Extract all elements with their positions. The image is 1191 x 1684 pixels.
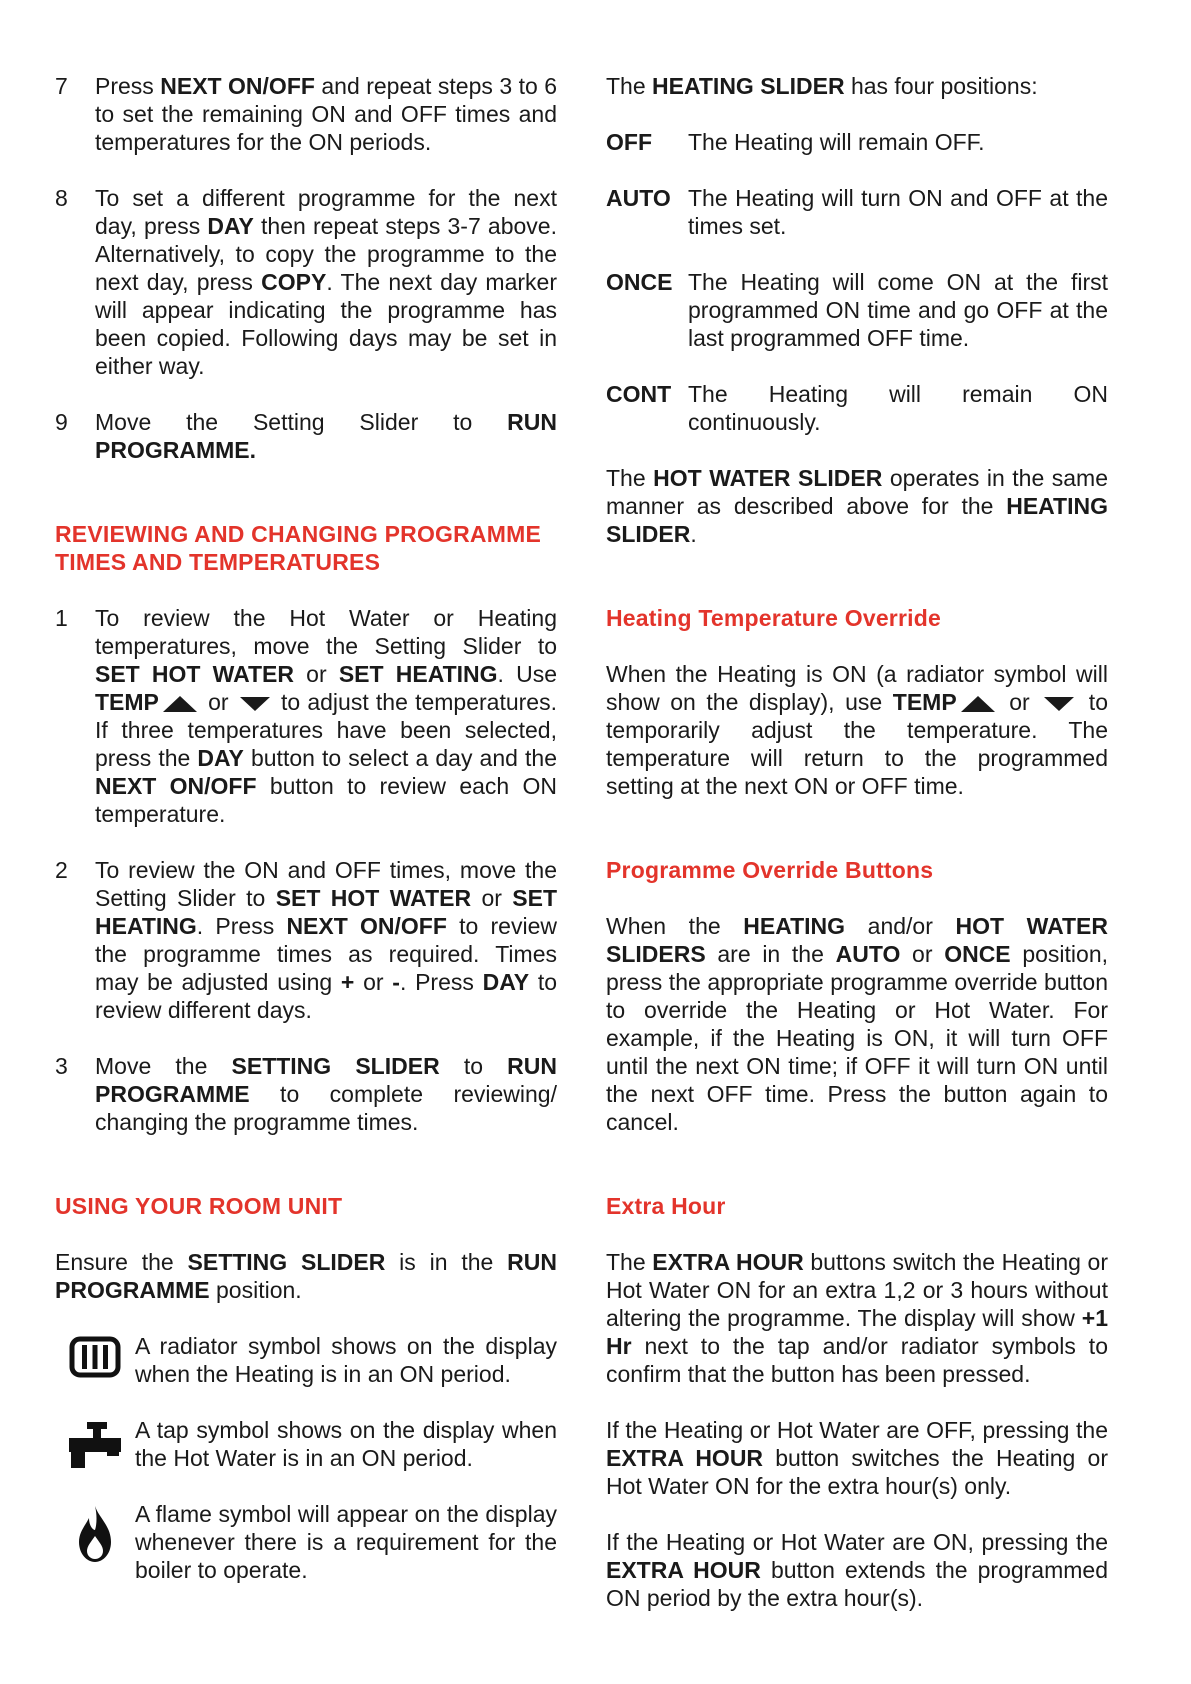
bold-term: DAY bbox=[197, 745, 244, 771]
step-number: 8 bbox=[55, 185, 68, 211]
text-run: . bbox=[690, 521, 697, 547]
text-run: to review different days. bbox=[95, 969, 557, 1023]
section-heading-review: REVIEWING AND CHANGING PROGRAMME TIMES AND TEMPERATURES bbox=[55, 521, 541, 575]
step-number: 1 bbox=[55, 605, 68, 631]
arrow-down-icon bbox=[240, 697, 270, 711]
bold-term: RUN PROGRAMME. bbox=[95, 409, 557, 463]
bold-term: SET HOT WATER bbox=[275, 885, 472, 911]
text-run: then repeat steps 3-7 above. Alternatively, to copy the programme to the next day, press bbox=[95, 213, 557, 295]
step-number: 9 bbox=[55, 409, 68, 435]
text-run: Move the Setting Slider to bbox=[95, 409, 508, 435]
text-run: to bbox=[439, 1053, 508, 1079]
text-run: to adjust the temperatures. If three temperatures have been selected, press the bbox=[95, 689, 557, 771]
position-row bbox=[606, 268, 1108, 352]
text-run: is in the bbox=[385, 1249, 508, 1275]
heating-slider-intro bbox=[606, 72, 1108, 100]
bold-term: HOT WATER SLIDER bbox=[653, 465, 883, 491]
text-run: Move the bbox=[95, 1053, 232, 1079]
text-run: button to select a day and the bbox=[243, 745, 557, 771]
bold-term: RUN PROGRAMME bbox=[55, 1249, 557, 1303]
position-description: The Heating will remain ON continuously. bbox=[688, 381, 1108, 435]
bold-term: EXTRA HOUR bbox=[652, 1249, 804, 1275]
tap-description: A tap symbol shows on the display when the Hot Water is in an ON period. bbox=[135, 1417, 557, 1471]
bold-term: EXTRA HOUR bbox=[606, 1445, 764, 1471]
position-row bbox=[606, 380, 1108, 436]
extra-hour-paragraph bbox=[606, 1416, 1108, 1500]
arrow-up-icon bbox=[961, 696, 995, 712]
bold-term: - bbox=[392, 969, 400, 995]
tap-icon bbox=[55, 1416, 135, 1470]
symbol-list bbox=[55, 1332, 557, 1584]
right-column bbox=[606, 72, 1108, 1640]
text-run: next to the tap and/or radiator symbols to confirm that the button has been pressed. bbox=[606, 1333, 1108, 1387]
text-run: . Press bbox=[196, 913, 287, 939]
text-run: button to review each ON temperature. bbox=[95, 773, 557, 827]
bold-term: HEATING bbox=[743, 913, 846, 939]
bold-term: SET HOT WATER bbox=[95, 661, 294, 687]
bold-term: NEXT ON/OFF bbox=[286, 913, 447, 939]
step-item bbox=[55, 1052, 557, 1136]
steps-top bbox=[55, 72, 557, 464]
bold-term: TEMP bbox=[892, 689, 957, 715]
step-number: 7 bbox=[55, 73, 68, 99]
position-description: The Heating will turn ON and OFF at the times set. bbox=[688, 185, 1108, 239]
position-description: The Heating will come ON at the first programmed ON time and go OFF at the last programmed OFF time. bbox=[688, 269, 1108, 351]
radiator-icon bbox=[55, 1332, 135, 1378]
steps-review bbox=[55, 604, 557, 1136]
bold-term: ONCE bbox=[944, 941, 1011, 967]
bold-term: SETTING SLIDER bbox=[231, 1053, 440, 1079]
flame-description: A flame symbol will appear on the display whenever there is a requirement for the boiler to operate. bbox=[135, 1501, 557, 1583]
text-run: button extends the programmed ON period by the extra hour(s). bbox=[606, 1557, 1108, 1611]
section-heading-room-unit: USING YOUR ROOM UNIT bbox=[55, 1193, 343, 1219]
symbol-row-radiator bbox=[55, 1332, 557, 1388]
radiator-description: A radiator symbol shows on the display when the Heating is in an ON period. bbox=[135, 1333, 557, 1387]
text-run: The bbox=[606, 465, 654, 491]
text-run: To set a different programme for the next day, press bbox=[95, 185, 557, 239]
step-number: 3 bbox=[55, 1053, 68, 1079]
symbol-row-tap bbox=[55, 1416, 557, 1472]
step-item bbox=[55, 184, 557, 380]
text-run: position, press the appropriate programme override button to override the Heating or Hot Water. For example, if the Heating is ON, it will turn OFF until the next ON time; if OFF it will turn ON until the next OFF time. Press the button again to cancel. bbox=[606, 941, 1109, 1135]
bold-term: EXTRA HOUR bbox=[606, 1557, 761, 1583]
text-run: to review the programme times as required. Times may be adjusted using bbox=[95, 913, 557, 995]
temp-override-text bbox=[606, 660, 1108, 800]
bold-term: NEXT ON/OFF bbox=[160, 73, 315, 99]
text-run: . Press bbox=[399, 969, 483, 995]
bold-term: COPY bbox=[261, 269, 327, 295]
step-item bbox=[55, 856, 557, 1024]
text-run: or bbox=[900, 941, 945, 967]
section-heading-programme-override: Programme Override Buttons bbox=[606, 857, 934, 883]
text-run: Press bbox=[95, 73, 161, 99]
text-run: The bbox=[606, 1249, 653, 1275]
bold-term: SET HEATING bbox=[338, 661, 498, 687]
section-heading-extra-hour: Extra Hour bbox=[606, 1193, 726, 1219]
text-run: . The next day marker will appear indicating the programme has been copied. Following days may be set in either way. bbox=[95, 269, 557, 379]
step-item bbox=[55, 408, 557, 464]
bold-term: DAY bbox=[207, 213, 254, 239]
text-run: position. bbox=[209, 1277, 302, 1303]
text-run: When the bbox=[606, 913, 744, 939]
bold-term: HEATING SLIDER bbox=[652, 73, 845, 99]
bold-term: TEMP bbox=[95, 689, 159, 715]
step-number: 2 bbox=[55, 857, 68, 883]
text-run: When the Heating is ON (a radiator symbol will show on the display), use bbox=[606, 661, 1108, 715]
arrow-down-icon bbox=[1044, 697, 1074, 711]
flame-icon bbox=[55, 1500, 135, 1564]
text-run: are in the bbox=[705, 941, 836, 967]
text-run: or bbox=[354, 969, 393, 995]
bold-term: + bbox=[340, 969, 355, 995]
extra-hour-paragraph bbox=[606, 1528, 1108, 1612]
step-item bbox=[55, 604, 557, 828]
text-run: or bbox=[998, 689, 1041, 715]
arrow-up-icon bbox=[163, 696, 197, 712]
step-text bbox=[95, 1052, 557, 1136]
bold-term: HOT WATER SLIDERS bbox=[606, 913, 1108, 967]
bold-term: HEATING SLIDER bbox=[606, 493, 1108, 547]
symbol-row-flame bbox=[55, 1500, 557, 1584]
text-run: To review the Hot Water or Heating temperatures, move the Setting Slider to bbox=[95, 605, 557, 659]
bold-term: AUTO bbox=[835, 941, 901, 967]
text-run: operates in the same manner as described above for the bbox=[606, 465, 1108, 519]
text-run: and repeat steps 3 to 6 to set the remaining ON and OFF times and temperatures for the ON periods. bbox=[95, 73, 557, 155]
text-run: has four positions: bbox=[844, 73, 1038, 99]
text-run: If the Heating or Hot Water are OFF, pressing the bbox=[606, 1417, 1108, 1443]
step-text bbox=[95, 856, 557, 1024]
position-term: OFF bbox=[606, 129, 652, 155]
bold-term: RUN PROGRAMME bbox=[95, 1053, 558, 1107]
position-description: The Heating will remain OFF. bbox=[688, 129, 985, 155]
bold-term: SET HEATING bbox=[95, 885, 558, 939]
position-row bbox=[606, 128, 1108, 156]
hot-water-slider-note bbox=[606, 464, 1108, 548]
text-run: or bbox=[471, 885, 513, 911]
position-term: ONCE bbox=[606, 269, 673, 295]
text-run: . Use bbox=[497, 661, 558, 687]
text-run: or bbox=[294, 661, 339, 687]
bold-term: SETTING SLIDER bbox=[187, 1249, 386, 1275]
step-text bbox=[95, 408, 557, 464]
extra-hour-paragraph bbox=[606, 1248, 1108, 1388]
room-unit-intro bbox=[55, 1248, 557, 1304]
position-term: CONT bbox=[606, 381, 672, 407]
text-run: To review the ON and OFF times, move the Setting Slider to bbox=[95, 857, 557, 911]
text-run: buttons switch the Heating or Hot Water ON for an extra 1,2 or 3 hours without altering the programme. The display will show bbox=[606, 1249, 1108, 1331]
text-run: and/or bbox=[845, 913, 956, 939]
step-text bbox=[95, 72, 557, 156]
left-column bbox=[55, 72, 557, 1612]
step-text bbox=[95, 184, 557, 380]
bold-term: DAY bbox=[482, 969, 530, 995]
bold-term: NEXT ON/OFF bbox=[95, 773, 257, 799]
text-run: If the Heating or Hot Water are ON, pressing the bbox=[606, 1529, 1108, 1555]
programme-override-text bbox=[606, 912, 1108, 1136]
text-run: Ensure the bbox=[55, 1249, 188, 1275]
slider-positions bbox=[606, 128, 1108, 436]
text-run: The bbox=[606, 73, 653, 99]
text-run: to complete reviewing/ changing the programme times. bbox=[95, 1081, 557, 1135]
text-run: to temporarily adjust the temperature. The temperature will return to the programmed setting at the next ON or OFF time. bbox=[606, 689, 1108, 799]
step-item bbox=[55, 72, 557, 156]
text-run: button switches the Heating or Hot Water ON for the extra hour(s) only. bbox=[606, 1445, 1108, 1499]
text-run: or bbox=[200, 689, 236, 715]
section-heading-temp-override: Heating Temperature Override bbox=[606, 605, 941, 631]
position-term: AUTO bbox=[606, 185, 671, 211]
position-row bbox=[606, 184, 1108, 240]
bold-term: +1 Hr bbox=[606, 1305, 1108, 1359]
step-text bbox=[95, 604, 557, 828]
